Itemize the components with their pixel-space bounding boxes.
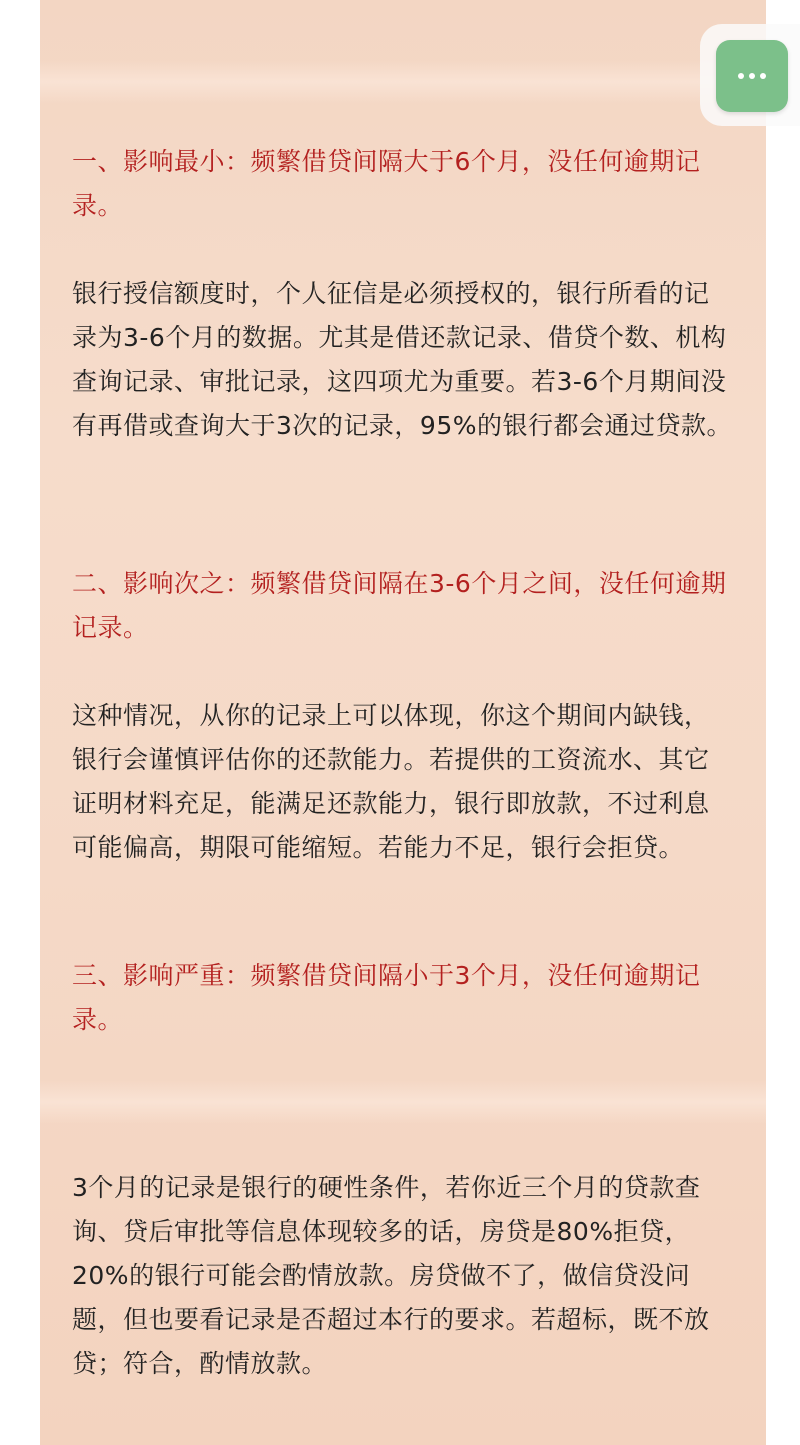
more-dots-icon bbox=[738, 73, 766, 79]
divider-band bbox=[40, 1080, 766, 1124]
section-1-heading: 一、影响最小：频繁借贷间隔大于6个月，没任何逾期记录。 bbox=[72, 147, 701, 220]
section-2-heading: 二、影响次之：频繁借贷间隔在3-6个月之间，没任何逾期记录。 bbox=[72, 569, 727, 642]
section-1-body: 银行授信额度时，个人征信是必须授权的，银行所看的记录为3-6个月的数据。尤其是借还款记录、借贷个数、机构查询记录、审批记录，这四项尤为重要。若3-6个月期间没有再借或查询大于3次的记录，95%的银行都会通过贷款。 bbox=[72, 279, 732, 440]
section-2-body: 这种情况，从你的记录上可以体现，你这个期间内缺钱，银行会谨慎评估你的还款能力。若提供的工资流水、其它证明材料充足，能满足还款能力，银行即放款，不过利息可能偏高，期限可能缩短。若能力不足，银行会拒贷。 bbox=[72, 701, 710, 862]
section-3-body: 3个月的记录是银行的硬性条件，若你近三个月的贷款查询、贷后审批等信息体现较多的话，房贷是80%拒贷，20%的银行可能会酌情放款。房贷做不了，做信贷没问题，但也要看记录是否超过本行的要求。若超标，既不放贷；符合，酌情放款。 bbox=[72, 1173, 710, 1378]
more-button[interactable] bbox=[716, 40, 788, 112]
section-3-heading: 三、影响严重：频繁借贷间隔小于3个月，没任何逾期记录。 bbox=[72, 961, 701, 1034]
divider-band bbox=[40, 60, 766, 104]
